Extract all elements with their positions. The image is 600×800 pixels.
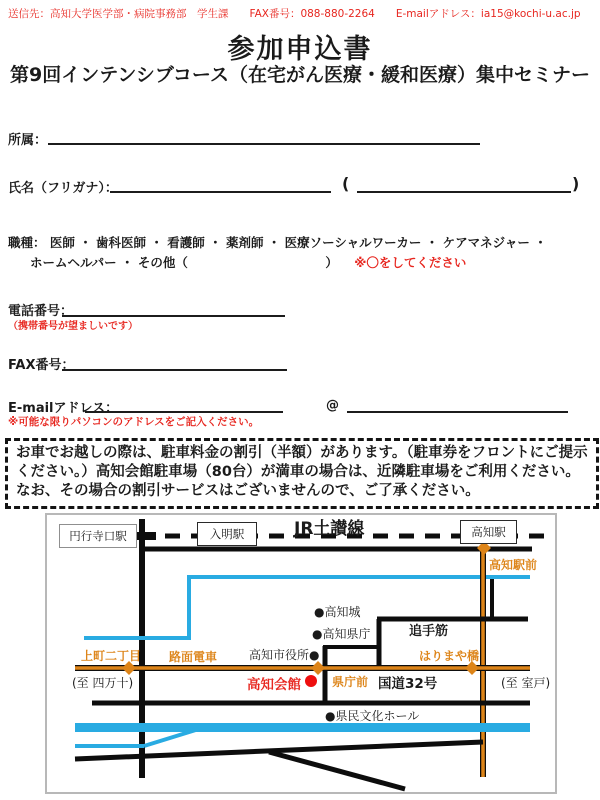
- affiliation-blank-line: [48, 143, 480, 145]
- occupation-block: [8, 233, 547, 273]
- parking-notice-box: [5, 438, 599, 509]
- occupation-circle-note: ※〇をしてください: [354, 255, 467, 270]
- kamimachi-label: 上町二丁目: [81, 649, 142, 663]
- occupation-line2: [30, 253, 547, 273]
- furigana-paren-close: ): [572, 174, 580, 193]
- kochi-kaikan-dot: [305, 675, 317, 687]
- prefecture-office-label: ●高知県庁: [312, 627, 371, 641]
- email-label: E-mailアドレス：: [8, 401, 119, 416]
- fax-label: FAX番号：: [8, 358, 75, 373]
- station-box-irimya: 入明駅: [197, 522, 257, 546]
- to-shimanto-label: (至 四万十): [72, 676, 134, 690]
- name-label: 氏名（フリガナ）：: [8, 181, 118, 196]
- kochi-castle-label: ●高知城: [314, 605, 361, 619]
- page-subtitle: 第9回インテンシブコース（在宅がん医療・緩和医療）集中セミナー: [10, 64, 590, 86]
- kenmin-hall-label: ●県民文化ホール: [325, 709, 420, 723]
- email-domain-blank-line: [347, 411, 568, 413]
- phone-label: 電話番号：: [8, 304, 74, 319]
- affiliation-label: 所属：: [8, 133, 48, 148]
- email-at-sign: @: [326, 398, 339, 413]
- furigana-blank-line: [357, 191, 571, 193]
- southeast-diagonal-road: [269, 752, 405, 789]
- kenchomae-label: 県庁前: [332, 675, 369, 689]
- name-blank-line: [110, 191, 331, 193]
- railway-title: JR土讃線: [294, 519, 365, 539]
- route32-label: 国道32号: [378, 676, 438, 692]
- notice-line-1: お車でお越しの際は、駐車料金の割引（半額）があります。（駐車券をフロントにご提示: [16, 445, 588, 461]
- occupation-line2-text: ホームヘルパー ・ その他（ ）: [30, 255, 338, 270]
- notice-line-3: なお、その場合の割引サービスはございませんので、ご了承ください。: [16, 483, 480, 499]
- station-box-kochi: 高知駅: [460, 520, 517, 544]
- phone-note: （携帯番号が望ましいです）: [8, 321, 138, 332]
- furigana-paren-open: (: [342, 174, 350, 193]
- to-muroto-label: (至 室戸): [501, 676, 551, 690]
- tram-label: 路面電車: [169, 650, 218, 664]
- fax-blank-line: [62, 369, 287, 371]
- city-hall-label: 高知市役所●: [249, 648, 320, 662]
- access-map: [45, 513, 557, 794]
- notice-line-2: ください。）高知会館駐車場（80台）が満車の場合は、近隣駐車場をご利用ください。: [16, 464, 580, 480]
- enokuchi-river: [84, 577, 530, 638]
- station-box-engyojiguchi: 円行寺口駅: [59, 524, 137, 548]
- kochi-ekimae-label: 高知駅前: [489, 558, 538, 572]
- kochi-kaikan-label: 高知会館: [247, 677, 301, 693]
- email-note: ※可能な限りパソコンのアドレスをご記入ください。: [8, 416, 260, 428]
- harimaya-bridge-label: はりまや橋: [419, 649, 480, 663]
- kagami-river: [75, 723, 530, 732]
- email-local-blank-line: [85, 411, 283, 413]
- page-title: 参加申込書: [227, 34, 373, 65]
- otesuji-label: 追手筋: [409, 624, 449, 639]
- occupation-line1: 職種： 医師 ・ 歯科医師 ・ 看護師 ・ 薬剤師 ・ 医療ソーシャルワーカー ・ ケアマネジャー ・: [8, 235, 547, 250]
- sender-header: 送信先：高知大学医学部・病院事務部 学生課 FAX番号：088-880-2264 E-mailアドレス：ia15@kochi-u.ac.jp: [8, 8, 581, 20]
